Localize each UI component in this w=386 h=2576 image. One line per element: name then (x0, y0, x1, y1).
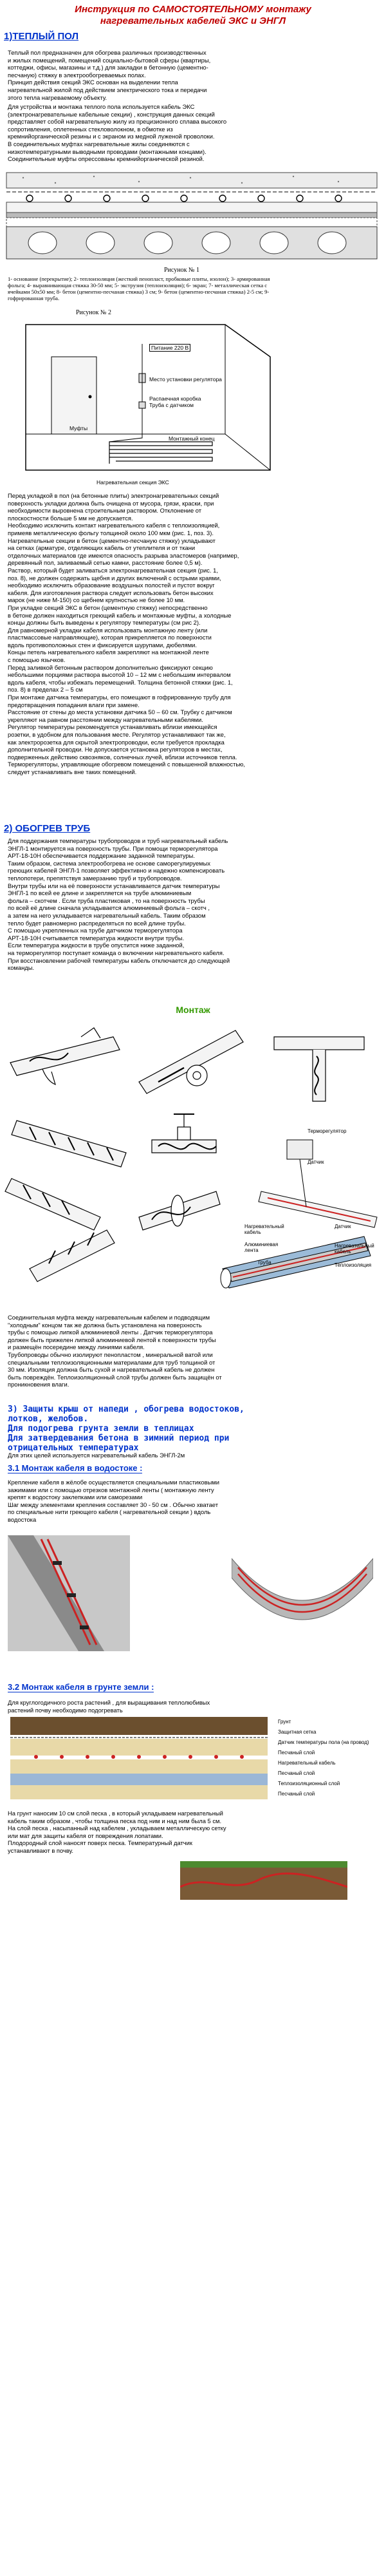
montage-label-sensor2: Датчик (335, 1224, 351, 1229)
ground-label: Защитная сетка (278, 1729, 317, 1735)
fig2-label-coupling: Муфты (69, 425, 88, 431)
fig2-label-power: Питание 220 В (149, 344, 190, 352)
ground-section (10, 1717, 268, 1801)
fig2-label-junction: Распаечная коробка (149, 395, 201, 402)
figure-1-caption: Рисунок № 1 (164, 267, 199, 274)
section1-heading: 1)ТЕПЛЫЙ ПОЛ (4, 31, 79, 42)
fig2-label-section: Нагревательная секция ЭКС (96, 479, 169, 486)
fig2-label-pipe: Труба с датчиком (149, 402, 194, 408)
section3-text33: На грунт наносим 10 см слой песка , в который укладываем нагревательный кабель таким образом , чтобы толщина песка под ним и над ним была 5 см. На слой песка , насыпанный над кабелем , укладываем металлическую сетку или мат для защиты кабеля от повреждения лопатами. Плодородный слой наносят поверх песка. Температурный датчик устанавливают в почву. (8, 1810, 226, 1854)
title-line-2: нагревательных кабелей ЭКС и ЭНГЛ (100, 15, 286, 26)
ground-label: Грунт (278, 1719, 291, 1725)
figure-2-caption: Рисунок № 2 (76, 309, 111, 316)
montage-label-insul: Теплоизоляция (335, 1262, 372, 1268)
figure-1-floor-section (4, 169, 380, 265)
figure-1-legend: 1- основание (перекрытие); 2- теплоизоляция (жесткий пенопласт, пробковые плиты, изолон); 3- армированная фольга; 4- выравнивающая стяжка 30-50 мм; 5- экструзия (теплоизоляция); 6- экран; 7- металлическая сетка с ячейками 50х50 мм; 8- бетон (цементно-песчаная стяжка) 3 см; 9- бетон (цементно-песчаная стяжка) 2-5 см; 9- гофрированная труба. (8, 276, 270, 301)
montage-label-cable: Нагревательный кабель (244, 1224, 284, 1235)
gutter-photo-2 (232, 1539, 373, 1636)
montage-label-cable2: Нагревательный кабель (335, 1243, 374, 1255)
section3-heading: 3) Защиты крыш от напеди , обогрева водостоков, лотков, желобов. Для подогрева грунта земли в теплицах Для затвердевания бетона в зимний период при отрицательных температурах (8, 1405, 244, 1453)
fig2-label-regulator: Место установки регулятора (149, 376, 222, 383)
section3-sub32: 3.2 Монтаж кабеля в грунте земли : (8, 1682, 154, 1692)
montage-label-pipe: Труба (257, 1260, 271, 1265)
montage-label-sensor: Датчик (308, 1159, 324, 1165)
page-title (0, 4, 386, 27)
ground-label: Датчик температуры пола (на провод) (278, 1739, 369, 1745)
section3-text32: Для круглогодичного роста растений , для выращивания теплолюбивых растений почву необходимо подогревать (8, 1699, 210, 1714)
title-line-1: Инструкция по САМОСТОЯТЕЛЬНОМУ монтажу (75, 4, 311, 15)
montage-illustrations (4, 1024, 383, 1312)
section1-para3: Перед укладкой в пол (на бетонные плиты) электронагревательных секций поверхность укладки должна быть очищена от мусора, грязи, краски, при необходимости выровнена строительным раствором. Отклонение от плоскостности больше 5 мм не допускается. Необходимо исключить контакт нагревательного кабеля с теплоизоляцией, примеяв металлическую фольгу толщиной около 100 мкм (рис. 1, поз. 3). Нагревательные секции в бетон (цементно-песчаную стяжку) укладывают на сетках (арматуре, отделяющих кабель от утеплителя и от ткани отделочных материалов где имеются опасность разрыва эластомеров (например, деревянный пол, заливаемый сетью камни, расстояние более 0,5 м). Раствор, который будет заливаться электронагревательная секция (рис. 1, поз. 8), не должен содержать щебня и других включений с острыми краями, необходимо исключить образование воздушных полостей и пустот вокруг кабеля. Для изготовления раствора следует использовать бетон высоких марок (не ниже М-150) со щебнем крупностью не более 10 мм. При укладке секций ЭКС в бетон (цементную стяжку) непосредственно в бетоне должен находиться греющий кабель и монтажные муфты, а холодные концы должны быть выведены к регулятору температуры (см рис 2). Для равномерной укладки кабеля использовать монтажную ленту (или пластмассовые направляющие), которая прикрепляется по поверхности вдоль противоположных стен и фиксируется шурупами, дюбелями. Концы петель нагревательного кабеля закрепляют на монтажной ленте с помощью язычков. Перед заливкой бетонным раствором дополнительно фиксируют секцию небольшими порциями раствора высотой 10 – 12 мм с небольшим интервалом вдоль кабеля, чтобы избежать перемещений. Толщина бетонной стяжки (рис. 1, поз. 8) в пределах 2 – 5 см При монтаже датчика температуры, его помещают в гофрированную трубу для предотвращения попадания влаги при замене. Расстояние от стены до места установки датчика 50 – 60 см. Трубку с датчиком укрепляют на равном расстоянии между нагревательными кабелями. Регулятор температуры рекомендуется устанавливать вблизи имеющейся розетки, в удобном для пользования месте. Регулятор устанавливают так же, как электророзетка для скрытой электропроводки, если требуется прокладка дополнительной проводки. Не допускается установка регуляторов в местах, подверженных действию сквозняков, солнечных лучей, вблизи источников тепла. Терморегуляторы, управляющие обогревом помещений с повышенной влажностью, следует устанавливать вне таких помещений. (8, 492, 245, 775)
ground-label: Теплоизоляционный слой (278, 1781, 340, 1786)
ground-label: Песчаный слой (278, 1750, 315, 1756)
montage-heading: Монтаж (176, 1005, 210, 1015)
section1-para2: Для устройства и монтажа теплого пола используется кабель ЭКС (электронагревательные кабельные секции) , конструкция данных секций представляет собой нагревательную жилу из прецизионного сплава высокого сопротивления, оплетенных стекловолокном, в обмотке из кремнийорганической резины и с экраном из медной луженой проволоки. В соединительных муфтах нагревательные жилы соединяются с низкотемпературными выводными проводами (монтажными концами). Соединительные муфты опрессованы кремнийорганической резиной. (8, 103, 227, 163)
section2-text: Для поддержания температуры трубопроводов и труб нагревательный кабель ЭНГЛ-1 монтируется на поверхность трубы. При помощи терморегулятора АРТ-18-10Н обеспечивается поддержание заданной температуры. Таким образом, система электрообогрева не основе саморегулируемых греющих кабелей ЭНГЛ-1 позволяет эффективно и надежно компенсировать теплопотери, препятствуя замерзанию труб и трубопроводов. Внутри трубы или на её поверхности устанавливается датчик температуры ЭНГЛ-1 по всей ее длине и закрепляется на трубе алюминиевым фольга – скотчем . Если труба пластиковая , то на поверхность трубы по всей её длине сначала укладывается алюминиевый фольга – скотч , а затем на него укладывается нагревательный кабель. Таким образом тепло будет равномерно распределяться по всей длине трубы. С помощью укрепленных на трубе датчиком терморегулятора АРТ-18-10Н считывается температура жидкости внутри трубы. Если температура жидкости в трубе опустится ниже заданной, на терморегулятор поступает команда о включении нагревательного кабеля. При восстановлении рабочей температуры кабель отключается до следующей команды. (8, 837, 230, 972)
fig2-label-ends: Монтажный конец (169, 435, 215, 442)
montage-label-thermo: Терморегулятор (308, 1128, 347, 1134)
section3-intro: Для этих целей используется нагревательный кабель ЭНГЛ-2м (8, 1452, 185, 1459)
section3-sub31: 3.1 Монтаж кабеля в водостоке : (8, 1463, 143, 1473)
gutter-photo-1 (8, 1535, 130, 1651)
section1-intro: Теплый пол предназначен для обогрева различных производственных и жилых помещений, помещений социально-бытовой сферы (квартиры, коттеджи, офисы, магазины и т.д.) для закладки в бетонную (цементно- песчаную) стяжку в электрообогреваемых полах. Принцип действия секций ЭКС основан на выделении тепла нагревательной жилой под действием электрического тока и передачи этого тепла нагреваемому объекту. (8, 49, 211, 101)
montage-label-tape: Алюминиевая лента (244, 1242, 279, 1253)
section3-text31: Крепление кабеля в жёлобе осуществляется специальными пластиковыми зажимами или с помощью отрезков монтажной ленты ( монтажную ленту крепят к водостоку заклепками или саморезами Шаг между элементами крепления составляет 30 - 50 см . Обычно хватает по специальные нити греющего кабеля ( нагревательной секции ) вдоль водостока (8, 1479, 219, 1523)
section2-heading: 2) ОБОГРЕВ ТРУБ (4, 823, 91, 834)
ground-photo (180, 1861, 347, 1900)
ground-label: Песчаный слой (278, 1791, 315, 1797)
section2-text2: Соединительная муфта между нагревательным кабелем и подводящим "холодным" концом так же должна быть установлена на поверхность трубы с помощью липкой алюминиевой ленты . Датчик терморегулятора должен быть прижелен липкой алюминиевой лентой к поверхности трубы и размещён посередине между линиями кабеля. Трубопроводы обычно изолируют пенопластом , минеральной ватой или специальными теплоизоляционными материалами для труб толщиной от 30 мм. Изоляция должна быть сухой и нагревательный кабель не должен быть повреждён. Теплоизоляционный слой трубы должен быть защищён от проникновения влаги. (8, 1314, 222, 1388)
ground-label: Нагревательный кабель (278, 1760, 336, 1766)
ground-label: Песчаный слой (278, 1770, 315, 1776)
ground-legend (278, 1717, 369, 1799)
